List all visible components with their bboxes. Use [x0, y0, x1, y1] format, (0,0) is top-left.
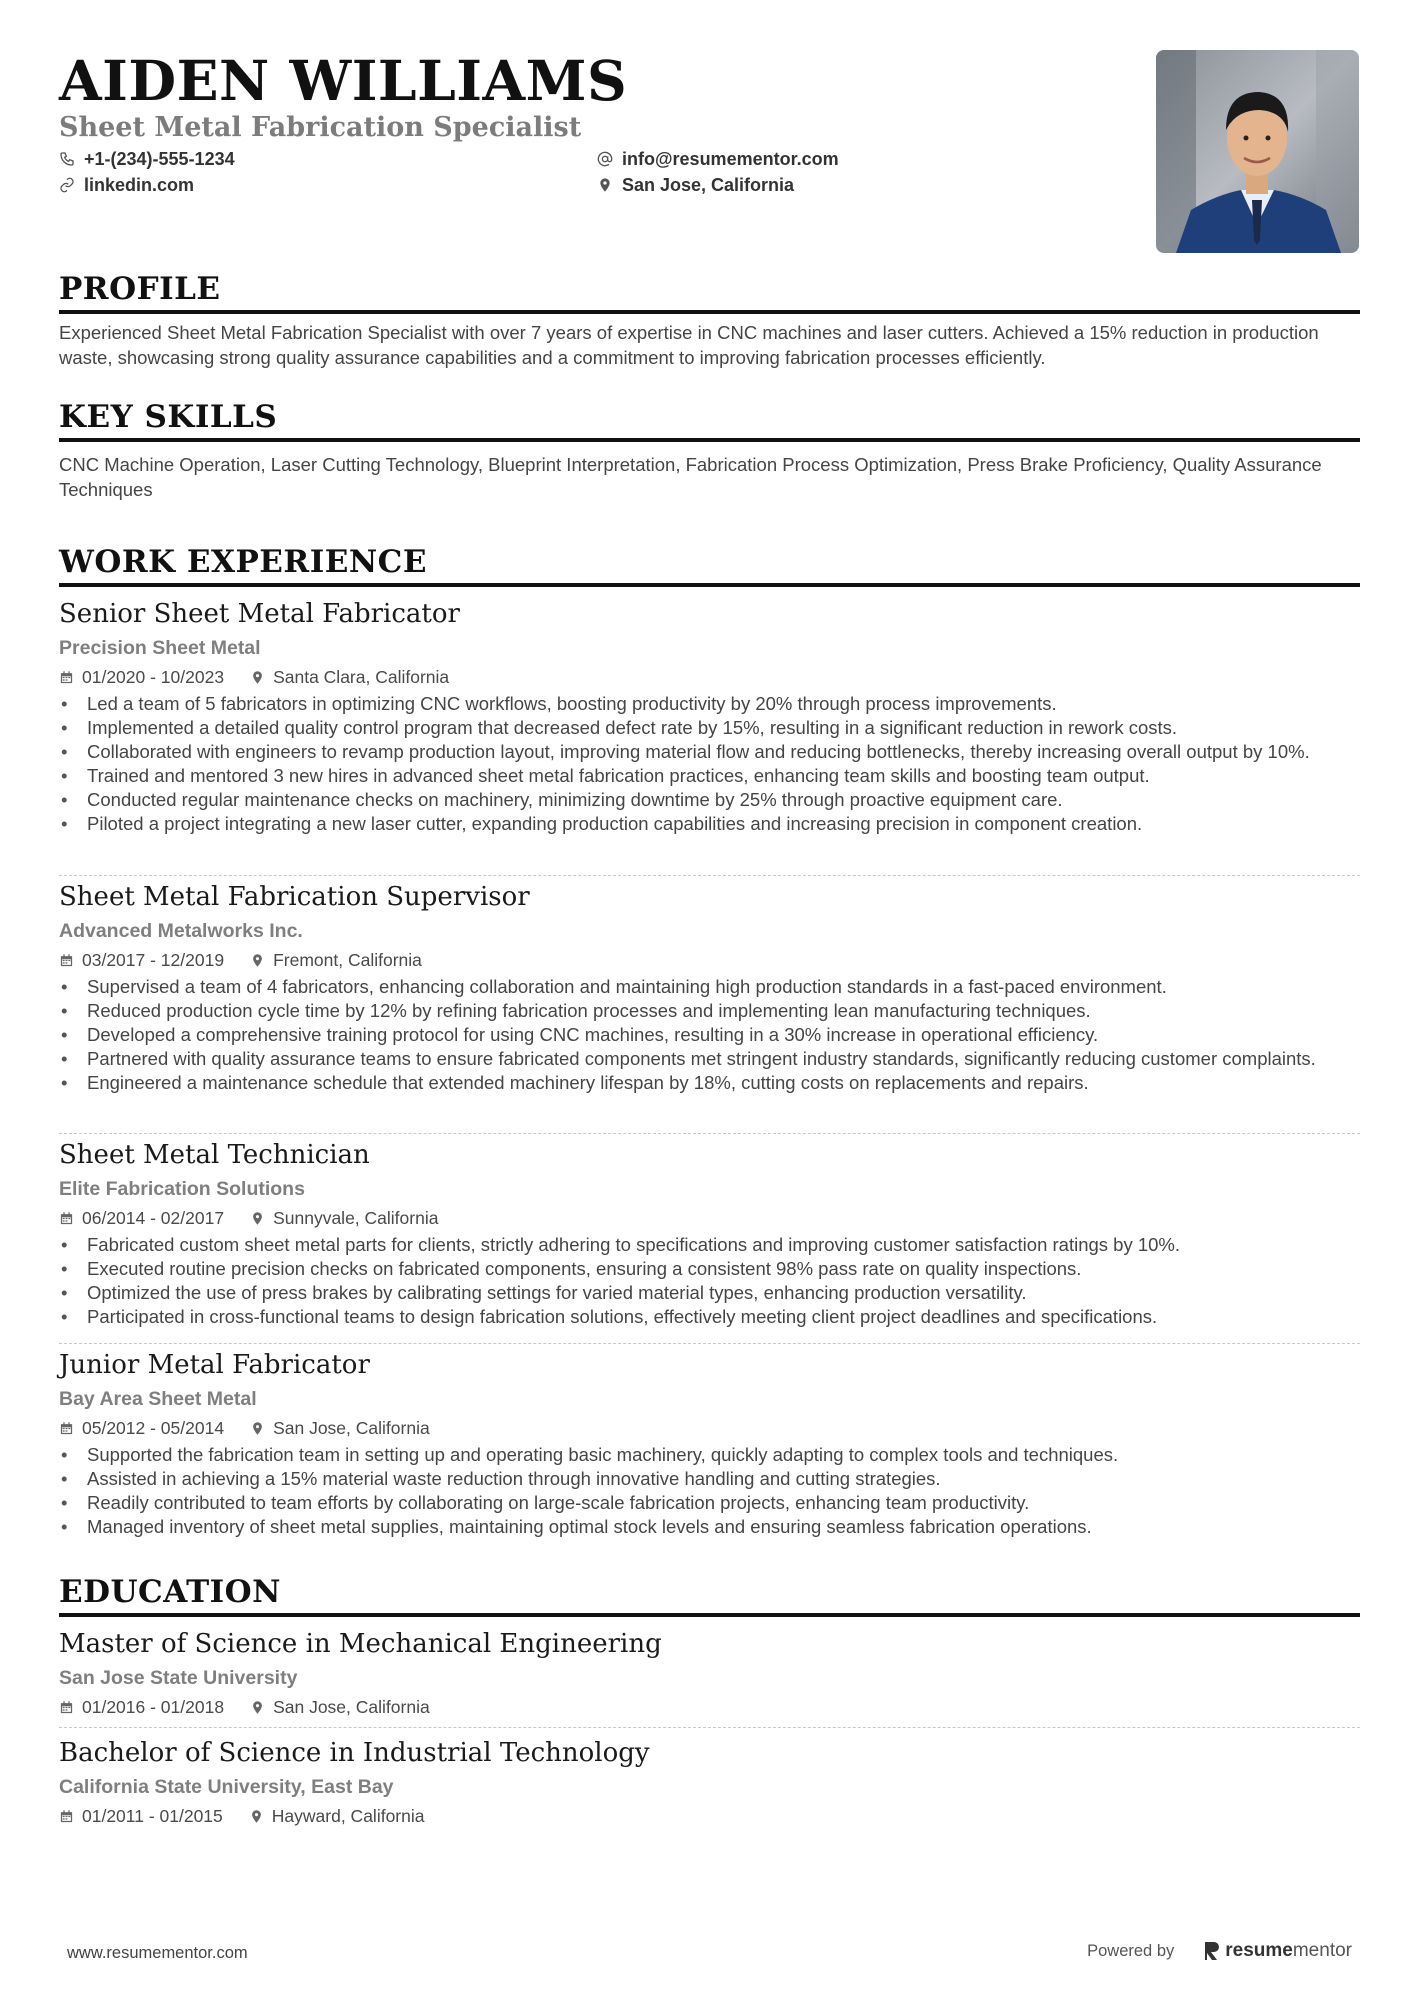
bullet-item: • Supported the fabrication team in setting up and operating basic machinery, quickly adapting to complex tools and techniques. — [59, 1443, 1360, 1467]
job-title: Sheet Metal Technician — [59, 1140, 370, 1170]
experience-heading: WORK EXPERIENCE — [59, 543, 1360, 587]
map-pin-icon — [250, 1211, 265, 1226]
map-pin-icon — [250, 670, 265, 685]
at-icon — [597, 151, 613, 167]
phone-icon — [59, 151, 75, 167]
candidate-name: AIDEN WILLIAMS — [59, 48, 628, 113]
education-meta — [59, 1803, 1360, 1829]
calendar-icon — [59, 1700, 74, 1715]
job-location — [250, 950, 422, 971]
calendar-icon — [59, 670, 74, 685]
job-entry — [59, 880, 1360, 1095]
bullet-item: • Participated in cross-functional teams to design fabrication solutions, effectively meeting client project deadlines and specifications. — [59, 1305, 1360, 1329]
candidate-role: Sheet Metal Fabrication Specialist — [59, 112, 582, 143]
job-location — [250, 667, 449, 688]
job-entry — [59, 1138, 1360, 1329]
job-divider — [59, 875, 1360, 876]
linkedin-text: linkedin.com — [84, 174, 195, 195]
skills-text: CNC Machine Operation, Laser Cutting Technology, Blueprint Interpretation, Fabrication Process Optimization, Press Brake Proficiency, Quality Assurance Techniques — [59, 454, 1322, 500]
bullet-item: • Partnered with quality assurance teams to ensure fabricated components met stringent industry standards, significantly reducing customer complaints. — [59, 1047, 1360, 1071]
job-company: Bay Area Sheet Metal — [59, 1388, 257, 1410]
education-location-text: Hayward, California — [271, 1805, 425, 1826]
degree-title: Bachelor of Science in Industrial Technology — [59, 1738, 650, 1768]
map-pin-icon — [597, 177, 613, 193]
job-dates: 01/2020 - 10/2023 — [82, 666, 225, 687]
bullet-item: • Executed routine precision checks on fabricated components, ensuring a consistent 98% pass rate on quality inspections. — [59, 1257, 1360, 1281]
resumementor-logo-icon — [1202, 1940, 1220, 1962]
bullet-item: • Led a team of 5 fabricators in optimizing CNC workflows, boosting productivity by 20% through process improvements. — [59, 692, 1360, 716]
job-location-text: San Jose, California — [273, 1417, 430, 1438]
job-location — [250, 1208, 438, 1229]
job-bullets — [59, 1233, 1360, 1329]
job-meta — [59, 1415, 1360, 1441]
education-location-text: San Jose, California — [273, 1696, 430, 1717]
location-text: San Jose, California — [622, 174, 795, 195]
job-title: Junior Metal Fabricator — [59, 1350, 370, 1380]
link-icon — [59, 177, 75, 193]
experience-section — [59, 543, 1360, 587]
footer-website-link[interactable]: www.resumementor.com — [67, 1944, 248, 1962]
job-title: Sheet Metal Fabrication Supervisor — [59, 882, 530, 912]
calendar-icon — [59, 1809, 74, 1824]
school-name: San Jose State University — [59, 1667, 298, 1689]
email-text: info@resumementor.com — [622, 148, 839, 169]
education-section — [59, 1573, 1360, 1617]
job-location-text: Santa Clara, California — [273, 666, 450, 687]
bullet-item: • Engineered a maintenance schedule that extended machinery lifespan by 18%, cutting costs on replacements and repairs. — [59, 1071, 1360, 1095]
resume-header — [59, 0, 1360, 270]
education-meta — [59, 1694, 1360, 1720]
job-company: Advanced Metalworks Inc. — [59, 920, 303, 942]
bullet-item: • Collaborated with engineers to revamp production layout, improving material flow and reducing bottlenecks, thereby increasing overall output by 10%. — [59, 740, 1360, 764]
bullet-item: • Assisted in achieving a 15% material waste reduction through innovative handling and cutting strategies. — [59, 1467, 1360, 1491]
bullet-item: • Managed inventory of sheet metal supplies, maintaining optimal stock levels and ensuring seamless fabrication operations. — [59, 1515, 1360, 1539]
job-divider — [59, 1343, 1360, 1344]
bullet-item: • Developed a comprehensive training protocol for using CNC machines, resulting in a 30% increase in operational efficiency. — [59, 1023, 1360, 1047]
footer-powered-by — [1087, 1940, 1352, 1962]
calendar-icon — [59, 953, 74, 968]
bullet-item: • Readily contributed to team efforts by collaborating on large-scale fabrication projects, enhancing team productivity. — [59, 1491, 1360, 1515]
job-bullets — [59, 1443, 1360, 1539]
profile-section — [59, 270, 1360, 370]
profile-photo — [1156, 50, 1359, 253]
bullet-item: • Piloted a project integrating a new laser cutter, expanding production capabilities and increasing precision in component creation. — [59, 812, 1360, 836]
contact-phone[interactable] — [59, 147, 235, 171]
degree-title: Master of Science in Mechanical Engineering — [59, 1629, 662, 1659]
map-pin-icon — [249, 1809, 264, 1824]
education-divider — [59, 1727, 1360, 1728]
education-entry — [59, 1627, 1360, 1720]
job-dates: 05/2012 - 05/2014 — [82, 1417, 225, 1438]
job-location — [250, 1418, 430, 1439]
skills-heading: KEY SKILLS — [59, 398, 1360, 442]
calendar-icon — [59, 1211, 74, 1226]
bullet-item: • Supervised a team of 4 fabricators, enhancing collaboration and maintaining high production standards in a fast-paced environment. — [59, 975, 1360, 999]
job-entry — [59, 1348, 1360, 1539]
job-meta — [59, 947, 1360, 973]
job-entry — [59, 597, 1360, 836]
bullet-item: • Fabricated custom sheet metal parts for clients, strictly adhering to specifications and improving customer satisfaction ratings by 10%. — [59, 1233, 1360, 1257]
map-pin-icon — [250, 953, 265, 968]
job-company: Elite Fabrication Solutions — [59, 1178, 305, 1200]
education-heading: EDUCATION — [59, 1573, 1360, 1617]
job-title: Senior Sheet Metal Fabricator — [59, 599, 460, 629]
job-dates: 03/2017 - 12/2019 — [82, 949, 225, 970]
contact-email[interactable] — [597, 147, 839, 171]
bullet-item: • Conducted regular maintenance checks on machinery, minimizing downtime by 25% through proactive equipment care. — [59, 788, 1360, 812]
education-dates: 01/2011 - 01/2015 — [82, 1805, 223, 1826]
job-divider — [59, 1133, 1360, 1134]
bullet-item: • Trained and mentored 3 new hires in advanced sheet metal fabrication practices, enhancing team skills and boosting team output. — [59, 764, 1360, 788]
education-location — [250, 1697, 430, 1718]
job-meta — [59, 1205, 1360, 1231]
map-pin-icon — [250, 1421, 265, 1436]
bullet-item: • Optimized the use of press brakes by calibrating settings for varied material types, enhancing production versatility. — [59, 1281, 1360, 1305]
contact-location — [597, 173, 794, 197]
job-location-text: Sunnyvale, California — [273, 1207, 439, 1228]
profile-text: Experienced Sheet Metal Fabrication Specialist with over 7 years of expertise in CNC machines and laser cutters. Achieved a 15% reduction in production waste, showcasing strong quality assurance capabilities and a commitment to improving fabrication processes efficiently. — [59, 322, 1319, 368]
bullet-item: • Reduced production cycle time by 12% by refining fabrication processes and implementing lean manufacturing techniques. — [59, 999, 1360, 1023]
school-name: California State University, East Bay — [59, 1776, 394, 1798]
job-location-text: Fremont, California — [273, 949, 422, 970]
powered-by-label: Powered by — [1087, 1941, 1175, 1960]
job-bullets — [59, 692, 1360, 836]
education-entry — [59, 1736, 1360, 1829]
education-location — [249, 1806, 425, 1827]
brand-logo-link[interactable] — [1202, 1940, 1352, 1962]
job-dates: 06/2014 - 02/2017 — [82, 1207, 225, 1228]
brand-name-bold: resume — [1225, 1940, 1293, 1961]
profile-heading: PROFILE — [59, 270, 1360, 314]
brand-name-light: mentor — [1292, 1940, 1352, 1961]
job-company: Precision Sheet Metal — [59, 637, 261, 659]
job-meta — [59, 664, 1360, 690]
education-dates: 01/2016 - 01/2018 — [82, 1696, 225, 1717]
contact-linkedin[interactable] — [59, 173, 194, 197]
bullet-item: • Implemented a detailed quality control program that decreased defect rate by 15%, resulting in a significant reduction in rework costs. — [59, 716, 1360, 740]
calendar-icon — [59, 1421, 74, 1436]
skills-section — [59, 398, 1360, 502]
map-pin-icon — [250, 1700, 265, 1715]
job-bullets — [59, 975, 1360, 1095]
resume-page — [59, 0, 1360, 1826]
phone-text: +1-(234)-555-1234 — [84, 148, 235, 169]
